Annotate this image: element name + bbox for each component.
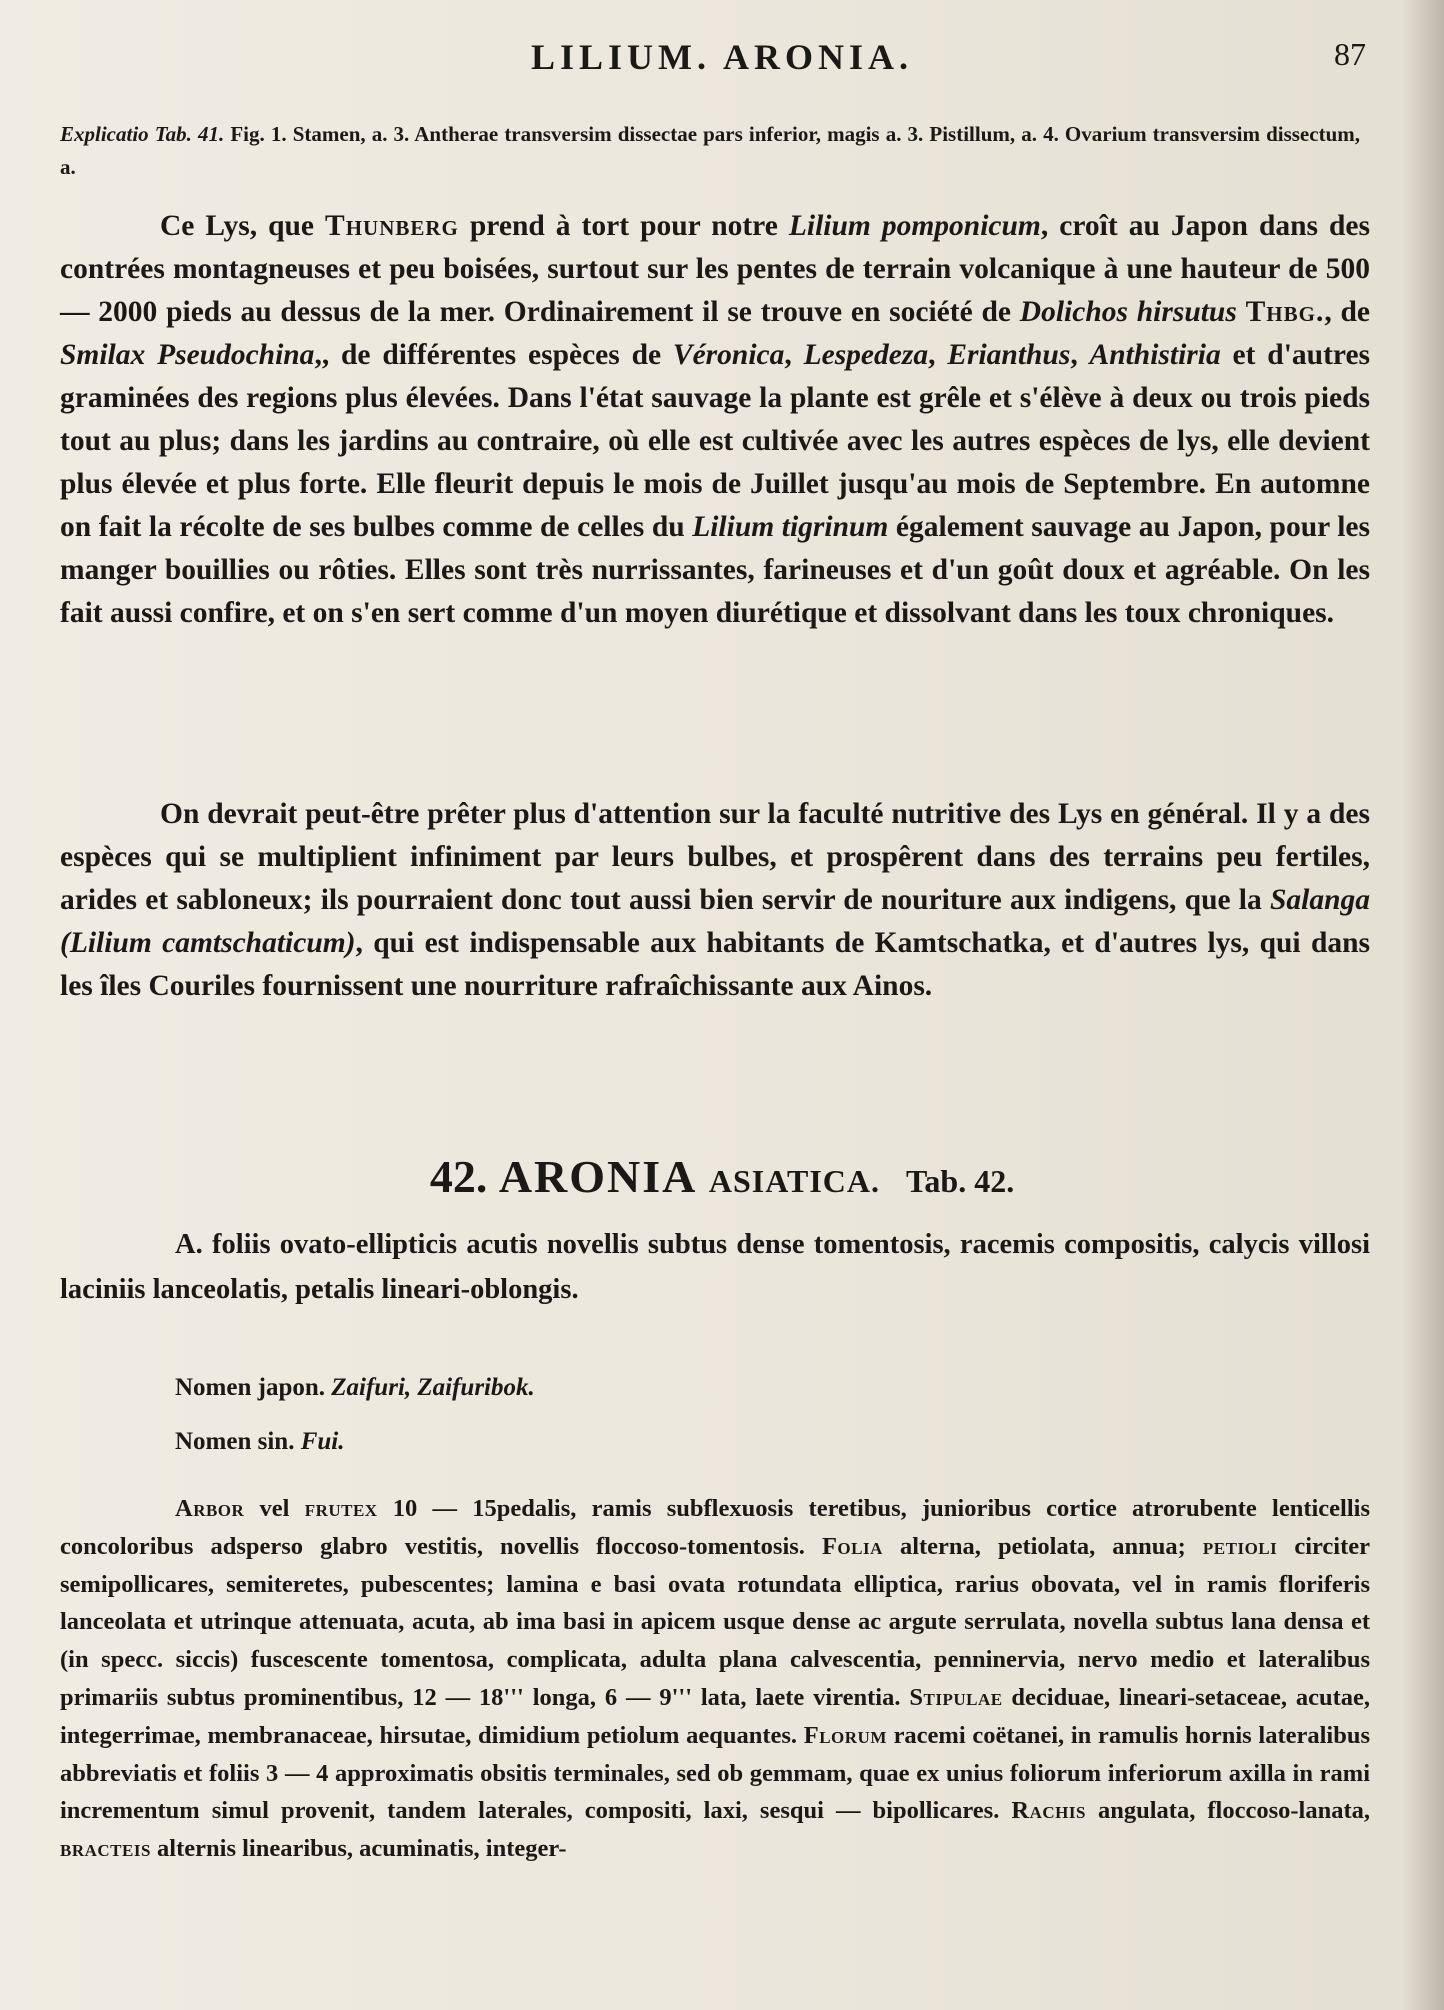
keyword: Stipulae <box>909 1683 1003 1711</box>
taxon-name: Smilax Pseudochina <box>60 339 315 371</box>
text-run: On devrait peut-être prêter plus d'attention sur la faculté nutritive des Lys en général. Il y a des espèces qui se multiplient infiniment par leurs bulbes, et prospêrent dans des terrains peu fertiles, arides et sabloneux; ils pourraient donc tout aussi bien servir de nouriture aux indigens, que la <box>60 798 1370 916</box>
text-run: , <box>928 339 948 371</box>
taxon-name: Véronica <box>672 339 785 371</box>
keyword: Folia <box>821 1532 883 1560</box>
taxon-name: Erianthus <box>947 339 1071 371</box>
species-plate-ref: Tab. 42. <box>905 1163 1015 1199</box>
text-run: alternis linearibus, acuminatis, integer- <box>150 1835 567 1863</box>
species-epithet: ASIATICA. <box>708 1163 880 1199</box>
text-run: ,, de différentes espèces de <box>314 339 673 371</box>
text-run: , <box>784 339 804 371</box>
running-title: LILIUM. ARONIA. <box>530 37 914 77</box>
caption-label: Explicatio Tab. 41. <box>60 122 225 146</box>
text-run: vel <box>244 1495 305 1522</box>
species-number: 42. <box>429 1151 488 1202</box>
text-run: angulata, floccoso-lanata, <box>1085 1797 1370 1825</box>
page-header <box>60 36 1384 76</box>
keyword: bracteis <box>60 1835 151 1863</box>
keyword: Florum <box>803 1721 887 1749</box>
species-heading <box>0 1150 1444 1203</box>
text-run: , de <box>1324 296 1371 328</box>
keyword: petioli <box>1202 1532 1278 1560</box>
author-name: Thbg. <box>1245 296 1325 328</box>
taxon-name: Lilium tigrinum <box>692 511 889 543</box>
text-run: également sauvage au Japon, pour les manger bouillies ou rôties. Elles sont très nurrissantes, farineuses et d'un goût doux et agréable. On les fait aussi confire, et on s'en sert comme d'un moyen diurétique et dissolvant dans les toux chroniques. <box>60 511 1370 629</box>
text-run: , qui est indispensable aux habitants de Kamtschatka, et d'autres lys, qui dans les îles Couriles fournissent une nourriture rafraîchissante aux Ainos. <box>60 927 1370 1002</box>
text-run: et d'autres graminées des regions plus élevées. Dans l'état sauvage la plante est grêle et s'élève à deux ou trois pieds tout au plus; dans les jardins au contraire, où elle est cultivée avec les autres espèces de lys, elle devient plus élevée et plus forte. Elle fleurit depuis le mois de Juillet jusqu'au mois de Septembre. En automne on fait la récolte de ses bulbes comme de celles du <box>60 339 1371 543</box>
text-run: circiter semipollicares, semiteretes, pubescentes; lamina e basi ovata rotundata elliptica, rarius obovata, vel in ramis floriferis lanceolata et utrinque attenuata, acuta, ab ima basi in apicem usque dense ac argute serrulata, novella subtus lana densa et (in specc. siccis) fuscescente tomentosa, complicata, adulta plana calvescentia, penninervia, nervo medio et lateralibus primariis subtus prominentibus, 12 — 18''' longa, 6 — 9''' lata, laete virentia. <box>60 1532 1371 1711</box>
keyword: Rachis <box>1011 1797 1086 1825</box>
taxon-name: Lespedeza <box>803 339 929 371</box>
name-japanese <box>175 1374 535 1402</box>
page-edge-shadow <box>1402 0 1444 2010</box>
name-label: Nomen sin. <box>175 1428 301 1455</box>
caption-text: Fig. 1. Stamen, a. 3. Antherae transversim dissectae pars inferior, magis a. 3. Pistillum, a. 4. Ovarium transversim dissectum, a. <box>60 122 1360 179</box>
text-run <box>1237 296 1246 328</box>
taxon-name: Lilium pomponicum <box>788 210 1041 242</box>
text-run: racemi coëtanei, in ramulis hornis lateralibus abbreviatis et foliis 3 — 4 approximatis obsitis terminales, sed ob gemmam, quae ex unius foliorum inferiorum axilla in rami incrementum simul provenit, tandem laterales, compositi, laxi, sesqui — bipollicares. <box>60 1721 1370 1825</box>
text-run: , croît au Japon dans des contrées montagneuses et peu boisées, surtout sur les pentes de terrain volcanique à une hauteur de 500 — 2000 pieds au dessus de la mer. Ordinairement il se trouve en société de <box>60 210 1370 328</box>
keyword: frutex <box>304 1495 378 1522</box>
paragraph-lilium-2 <box>60 793 1370 1008</box>
text-run: 10 — 15pedalis, ramis subflexuosis teretibus, junioribus cortice atrorubente lenticellis concoloribus adsperso glabro vestitis, novellis floccoso-tomentosis. <box>60 1495 1370 1560</box>
text-run: alterna, petiolata, annua; <box>882 1532 1203 1560</box>
taxon-name: Anthistiria <box>1089 339 1221 371</box>
species-genus: ARONIA <box>498 1151 698 1202</box>
plate-caption <box>60 118 1360 184</box>
taxon-name: Salanga (Lilium camtschaticum) <box>60 884 1370 959</box>
species-description <box>60 1490 1370 1868</box>
author-name: Thunberg <box>325 210 459 242</box>
species-diagnosis: A. foliis ovato-ellipticis acutis novellis subtus dense tomentosis, racemis compositis, calycis villosi laciniis lanceolatis, petalis lineari-oblongis. <box>60 1229 1370 1305</box>
paragraph-lilium-1 <box>60 205 1370 635</box>
text-run: Ce Lys, que <box>160 210 326 242</box>
name-label: Nomen japon. <box>175 1374 332 1401</box>
name-value: Fui. <box>300 1428 345 1455</box>
name-value: Zaifuri, Zaifuribok. <box>331 1374 535 1401</box>
text-run: , <box>1070 339 1090 371</box>
text-run: deciduae, lineari-setaceae, acutae, integerrimae, membranaceae, hirsutae, dimidium petiolum aequantes. <box>60 1683 1371 1749</box>
page-number: 87 <box>1334 36 1366 72</box>
text-run: prend à tort pour notre <box>458 210 789 242</box>
taxon-name: Dolichos hirsutus <box>1019 296 1237 328</box>
name-chinese <box>175 1428 345 1456</box>
keyword: Arbor <box>175 1495 245 1522</box>
